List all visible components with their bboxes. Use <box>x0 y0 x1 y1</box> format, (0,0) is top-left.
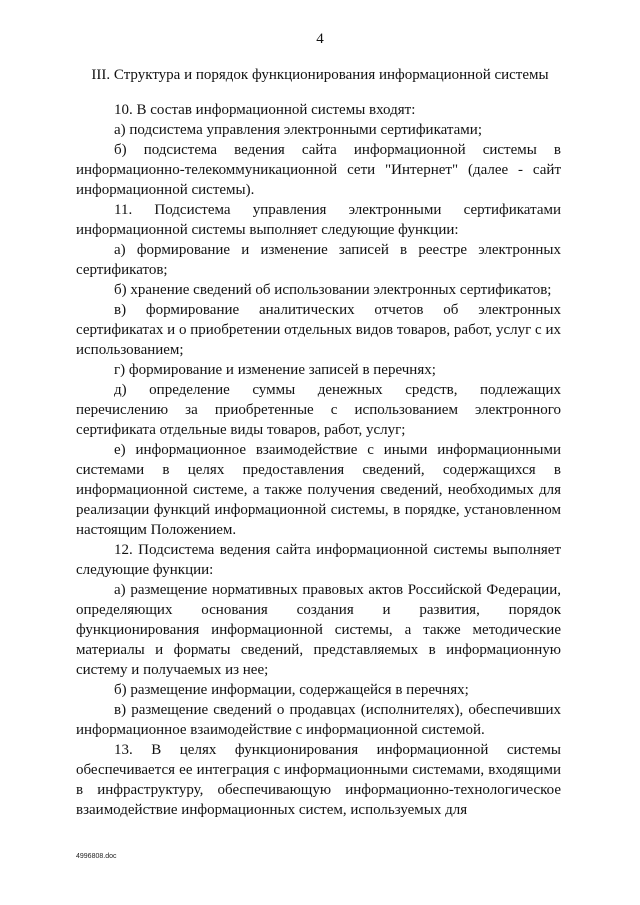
document-body <box>76 100 561 820</box>
paragraph-11-v: в) формирование аналитических отчетов об электронных сертификатах и о приобретении отдельных видов товаров, работ, услуг с их использованием; <box>76 302 561 358</box>
paragraph-11-g: г) формирование и изменение записей в перечнях; <box>114 362 436 378</box>
section-title: III. Структура и порядок функционирования информационной системы <box>91 67 549 83</box>
paragraph-10-a: а) подсистема управления электронными сертификатами; <box>114 122 482 138</box>
paragraph-10-b: б) подсистема ведения сайта информационной системы в информационно-телекоммуникационной сети "Интернет" (далее - сайт информационной системы). <box>76 142 561 198</box>
paragraph-11-d: д) определение суммы денежных средств, подлежащих перечислению за приобретенные с использованием электронного сертификата отдельные виды товаров, работ, услуг; <box>76 382 561 438</box>
paragraph-12: 12. Подсистема ведения сайта информационной системы выполняет следующие функции: <box>76 542 561 578</box>
document-file-footer: 4996808.doc <box>76 853 117 860</box>
paragraph-13: 13. В целях функционирования информационной системы обеспечивается ее интеграция с информационными системами, входящими в инфраструктуру, обеспечивающую информационно-технологическое взаимодействие информационных систем, используемых для <box>76 742 561 818</box>
paragraph-11: 11. Подсистема управления электронными сертификатами информационной системы выполняет следующие функции: <box>76 202 561 238</box>
paragraph-12-v: в) размещение сведений о продавцах (исполнителях), обеспечивших информационное взаимодействие с информационной системой. <box>76 702 561 738</box>
paragraph-12-a: а) размещение нормативных правовых актов Российской Федерации, определяющих основания создания и развития, порядок функционирования информационной системы, а также методические материалы и форматы сведений, представляемых в информационную систему и получаемых из нее; <box>76 582 561 678</box>
paragraph-11-e: е) информационное взаимодействие с иными информационными системами в целях предоставления сведений, содержащихся в информационной системе, а также получения сведений, необходимых для реализации функций информационной системы, в порядке, установленном настоящим Положением. <box>76 442 561 538</box>
paragraph-11-a: а) формирование и изменение записей в реестре электронных сертификатов; <box>76 242 561 278</box>
paragraph-11-b: б) хранение сведений об использовании электронных сертификатов; <box>114 282 552 298</box>
paragraph-12-b: б) размещение информации, содержащейся в перечнях; <box>114 682 469 698</box>
paragraph-10: 10. В состав информационной системы входят: <box>114 102 416 118</box>
page-number: 4 <box>316 31 324 47</box>
